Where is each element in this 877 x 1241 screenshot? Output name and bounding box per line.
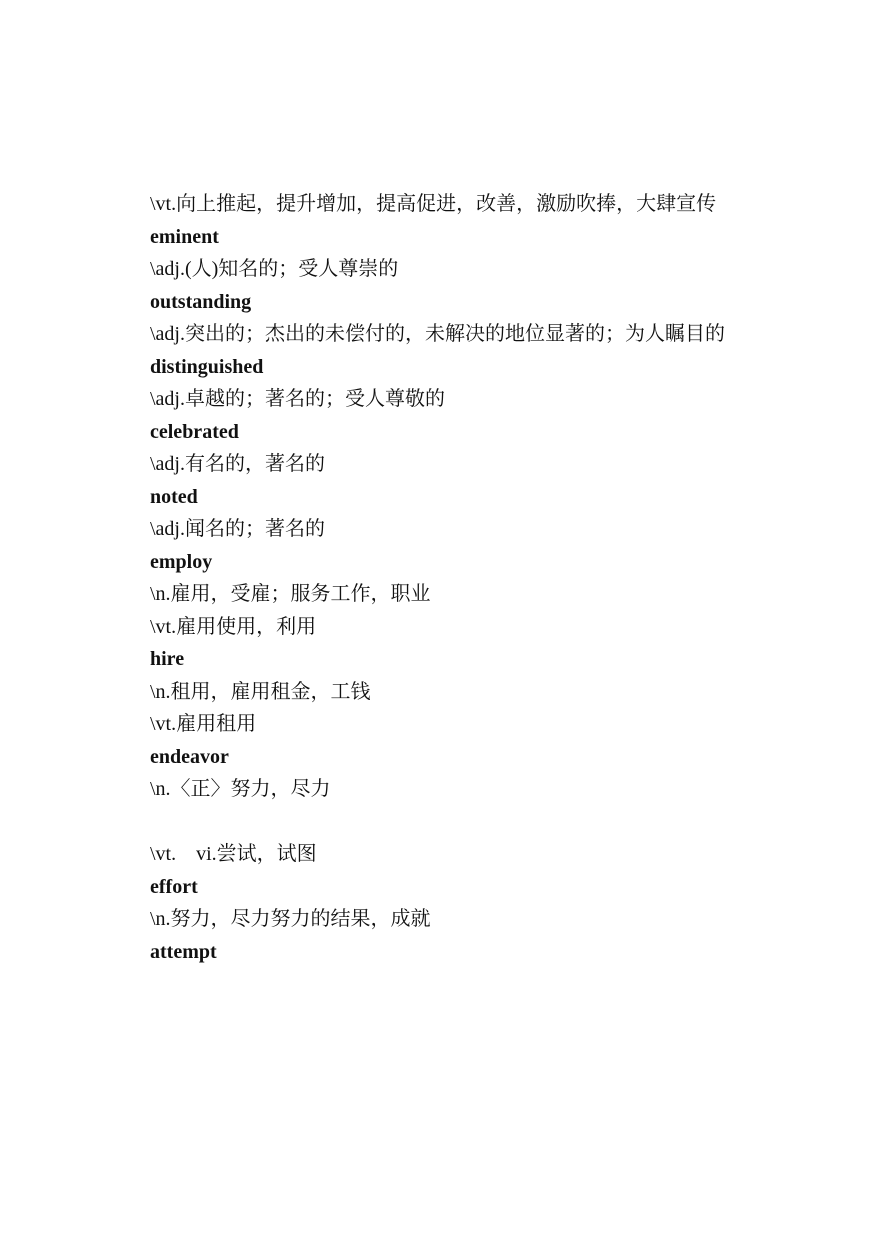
definition: \n.〈正〉努力，尽力	[150, 778, 331, 800]
vocabulary-list	[150, 188, 730, 968]
headword: outstanding	[150, 290, 252, 313]
definition: \n.努力，尽力努力的结果，成就	[150, 908, 431, 930]
definition: \vt.向上推起，提升增加，提高促进，改善，激励吹捧，大肆宣传	[150, 193, 717, 215]
headword: noted	[150, 485, 198, 508]
definition: \adj.闻名的；著名的	[150, 518, 325, 540]
definition: \n.租用，雇用租金，工钱	[150, 680, 371, 703]
headword: endeavor	[150, 745, 229, 768]
blank-line	[150, 806, 730, 839]
headword: attempt	[150, 940, 217, 963]
headword: employ	[150, 550, 213, 573]
definition: \adj.卓越的；著名的；受人尊敬的	[150, 388, 445, 410]
definition: \vt.雇用租用	[150, 713, 257, 735]
definition: \adj.有名的，著名的	[150, 453, 325, 475]
definition: \n.雇用，受雇；服务工作，职业	[150, 583, 431, 605]
definition: \vt. vi.尝试，试图	[150, 843, 317, 865]
headword: eminent	[150, 225, 219, 248]
definition: \adj.(人)知名的；受人尊崇的	[150, 258, 399, 280]
definition: \adj.突出的；杰出的未偿付的，未解决的地位显著的；为人瞩目的	[150, 323, 725, 345]
headword: celebrated	[150, 420, 239, 443]
definition: \vt.雇用使用，利用	[150, 615, 317, 638]
headword: effort	[150, 875, 198, 898]
headword: distinguished	[150, 355, 264, 378]
document-page	[150, 188, 730, 968]
headword: hire	[150, 648, 185, 670]
